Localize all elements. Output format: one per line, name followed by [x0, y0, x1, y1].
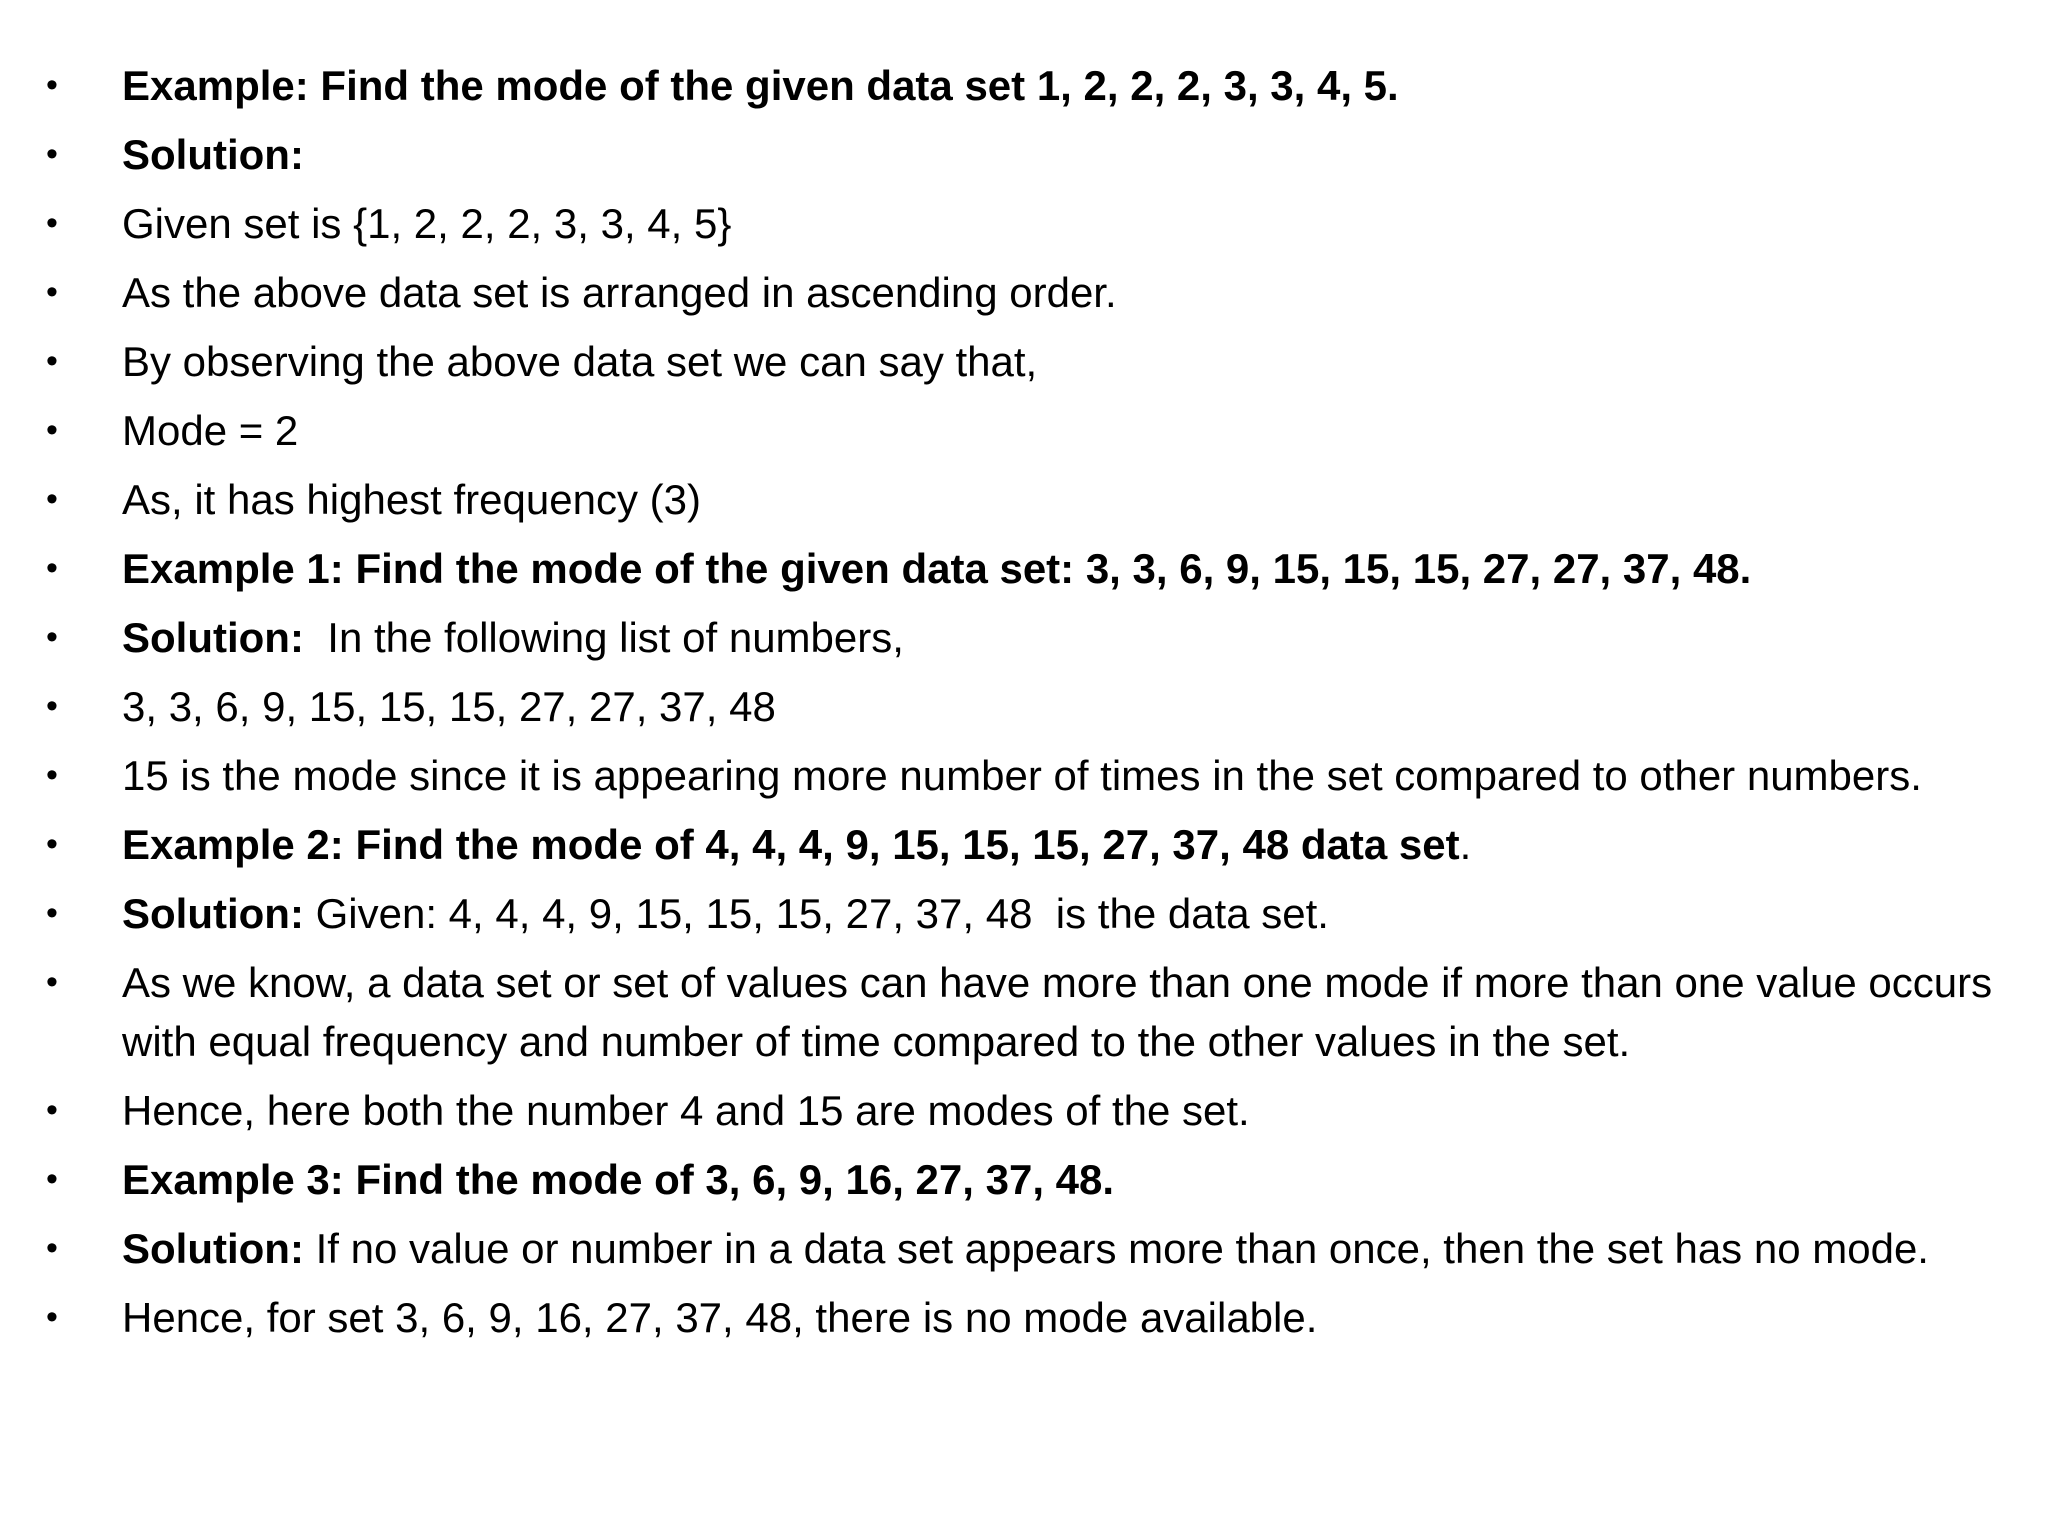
bold-text: Example: Find the mode of the given data set 1, 2, 2, 2, 3, 3, 4, 5. [122, 62, 1399, 109]
bullet-icon: • [46, 963, 58, 1001]
bold-text: Solution: [122, 131, 304, 178]
item-text: . [1459, 821, 1472, 868]
list-item [46, 815, 2006, 874]
item-text: By observing the above data set we can say that, [122, 338, 1038, 385]
bullet-icon: • [46, 411, 58, 449]
list-item [46, 884, 2006, 943]
bullet-icon: • [46, 687, 58, 725]
list-item [46, 953, 2006, 1071]
list-item [46, 677, 2006, 736]
item-text: If no value or number in a data set appears more than once, then the set has no mode. [303, 1225, 1929, 1272]
bullet-icon: • [46, 1091, 58, 1129]
bold-text: Solution: [122, 890, 304, 937]
item-text: 15 is the mode since it is appearing more number of times in the set compared to other numbers. [122, 752, 1922, 799]
bullet-icon: • [46, 342, 58, 380]
bullet-icon: • [46, 756, 58, 794]
list-item [46, 194, 2006, 253]
item-text: As the above data set is arranged in ascending order. [122, 269, 1117, 316]
bullet-icon: • [46, 66, 58, 104]
item-text: Hence, here both the number 4 and 15 are modes of the set. [122, 1087, 1250, 1134]
item-text: Hence, for set 3, 6, 9, 16, 27, 37, 48, there is no mode available. [122, 1294, 1318, 1341]
bold-text: Example 3: Find the mode of 3, 6, 9, 16, 27, 37, 48. [122, 1156, 1115, 1203]
bullet-icon: • [46, 1298, 58, 1336]
list-item [46, 539, 2006, 598]
bold-text: Solution: [122, 1225, 304, 1272]
bold-text: Example 1: Find the mode of the given data set: 3, 3, 6, 9, 15, 15, 15, 27, 27, 37, 48. [122, 545, 1752, 592]
bullet-icon: • [46, 480, 58, 518]
bold-text: Example 2: Find the mode of 4, 4, 4, 9, 15, 15, 15, 27, 37, 48 data set [122, 821, 1460, 868]
list-item [46, 1219, 2006, 1278]
bullet-icon: • [46, 1160, 58, 1198]
list-item [46, 401, 2006, 460]
list-item [46, 125, 2006, 184]
item-text: In the following list of numbers, [303, 614, 904, 661]
list-item [46, 608, 2006, 667]
item-text: Given: 4, 4, 4, 9, 15, 15, 15, 27, 37, 48 is the data set. [303, 890, 1329, 937]
bold-text: Solution: [122, 614, 304, 661]
list-item [46, 1150, 2006, 1209]
list-item [46, 746, 2006, 805]
list-item [46, 1288, 2006, 1347]
bullet-icon: • [46, 549, 58, 587]
bullet-icon: • [46, 273, 58, 311]
bullet-icon: • [46, 135, 58, 173]
list-item [46, 470, 2006, 529]
bullet-icon: • [46, 825, 58, 863]
bullet-icon: • [46, 1229, 58, 1267]
list-item [46, 1081, 2006, 1140]
list-item [46, 332, 2006, 391]
list-item [46, 263, 2006, 322]
item-text: As we know, a data set or set of values can have more than one mode if more than one value occurs with equal frequency and number of time compared to the other values in the set. [122, 959, 1993, 1065]
item-text: As, it has highest frequency (3) [122, 476, 701, 523]
bullet-icon: • [46, 894, 58, 932]
item-text: Mode = 2 [122, 407, 299, 454]
bullet-icon: • [46, 204, 58, 242]
item-text: Given set is {1, 2, 2, 2, 3, 3, 4, 5} [122, 200, 732, 247]
list-item [46, 56, 2006, 115]
bullet-icon: • [46, 618, 58, 656]
bullet-list [46, 56, 2006, 1357]
item-text: 3, 3, 6, 9, 15, 15, 15, 27, 27, 37, 48 [122, 683, 776, 730]
